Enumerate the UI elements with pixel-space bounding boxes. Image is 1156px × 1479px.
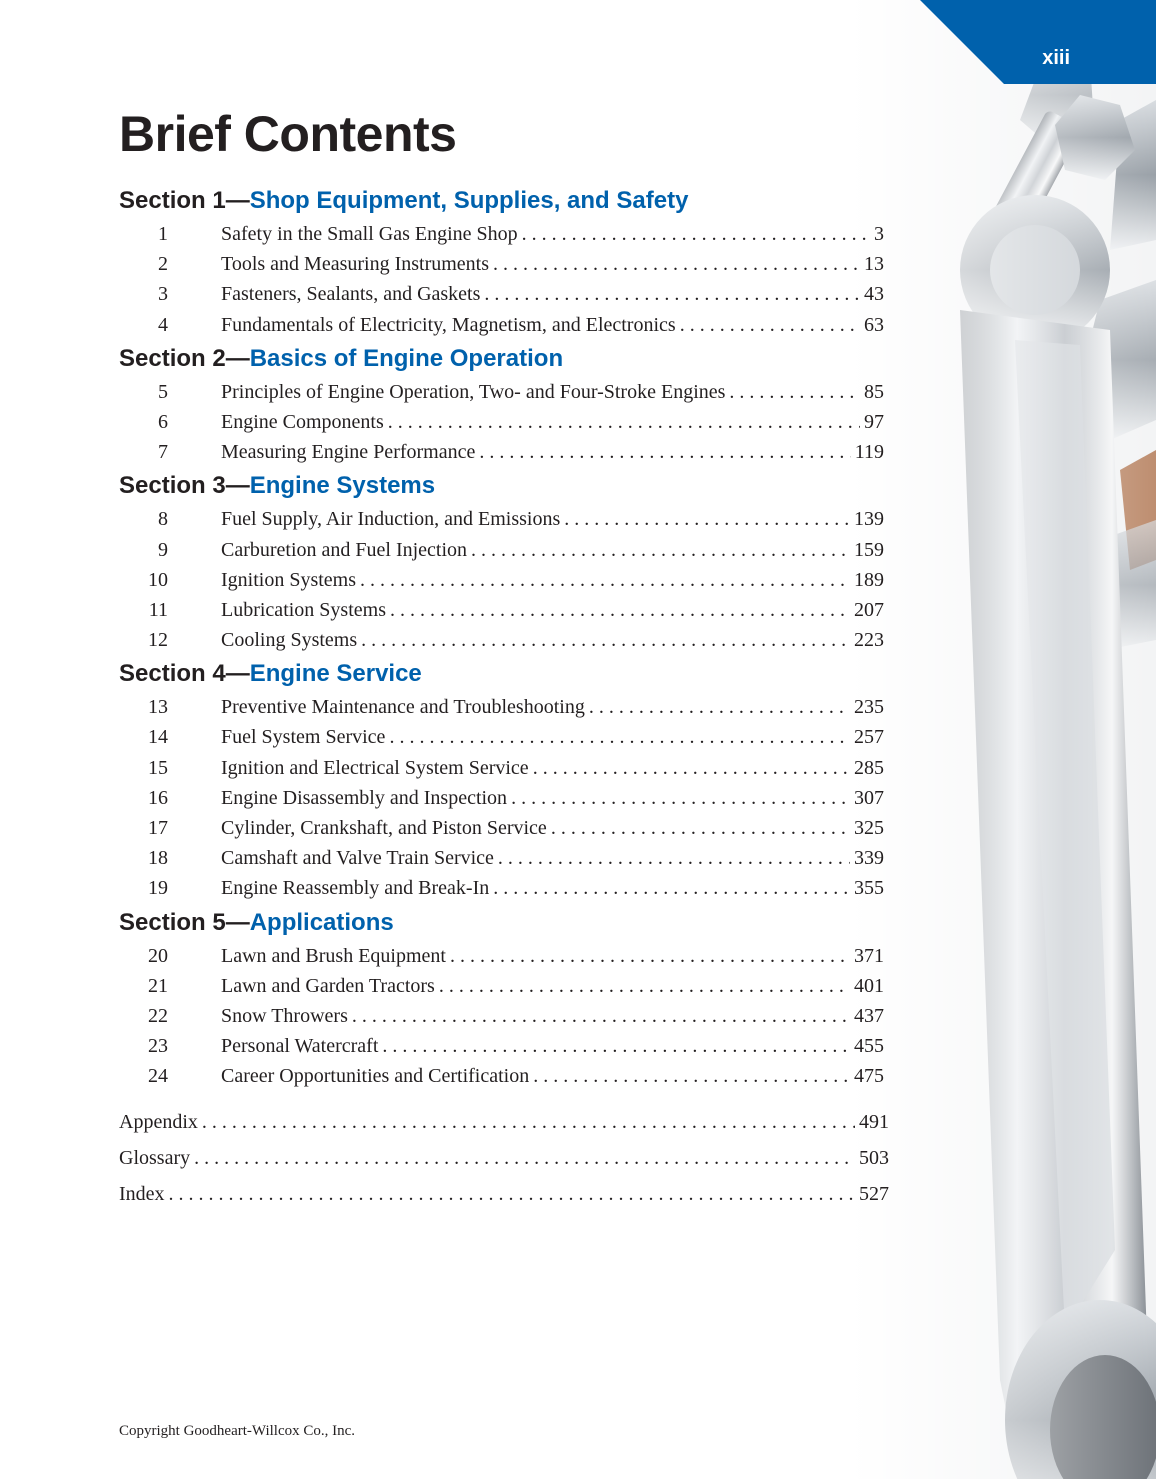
chapter-title: Cooling Systems	[221, 629, 358, 652]
chapter-entry[interactable]	[119, 437, 889, 467]
chapter-number: 12	[148, 629, 168, 652]
dot-leader	[564, 504, 850, 534]
section-heading	[119, 655, 889, 692]
copyright-notice: Copyright Goodheart-Willcox Co., Inc.	[119, 1423, 356, 1439]
section-label: Section 4—	[119, 660, 250, 688]
back-matter-entry[interactable]	[119, 1176, 889, 1212]
chapter-page: 189	[854, 568, 884, 591]
chapter-title: Cylinder, Crankshaft, and Piston Service	[221, 817, 547, 839]
chapter-entry[interactable]	[119, 971, 889, 1001]
chapter-title: Carburetion and Fuel Injection	[221, 538, 468, 561]
chapter-title: Preventive Maintenance and Troubleshooting	[221, 696, 585, 719]
chapter-number: 23	[148, 1035, 168, 1058]
dot-leader	[484, 279, 860, 309]
chapter-number: 14	[148, 726, 168, 749]
back-matter-page: 503	[859, 1147, 889, 1169]
chapter-entry[interactable]	[119, 692, 889, 722]
chapter-page: 355	[854, 877, 884, 900]
chapter-entry[interactable]	[119, 504, 889, 534]
chapter-entry[interactable]	[119, 1061, 889, 1091]
dot-leader	[533, 1061, 850, 1091]
chapter-page: 257	[854, 726, 884, 749]
section-label: Section 1—	[119, 187, 250, 214]
section-heading	[119, 340, 889, 377]
chapter-title: Engine Disassembly and Inspection	[221, 786, 508, 809]
dot-leader	[471, 535, 850, 565]
chapter-number: 1	[158, 223, 168, 245]
chapter-title: Fuel System Service	[221, 726, 386, 749]
chapter-number: 10	[148, 568, 168, 591]
chapter-page: 455	[854, 1035, 884, 1058]
dot-leader	[479, 437, 850, 467]
back-matter-title: Index	[119, 1183, 165, 1205]
chapter-page: 85	[864, 380, 884, 403]
chapter-title: Fasteners, Sealants, and Gaskets	[221, 283, 481, 306]
chapter-title: Measuring Engine Performance	[221, 441, 476, 464]
dot-leader	[352, 1001, 850, 1031]
section-name: Shop Equipment, Supplies, and Safety	[249, 187, 689, 214]
section-heading	[119, 904, 889, 941]
chapter-title: Fuel Supply, Air Induction, and Emissions	[221, 508, 561, 531]
chapter-number: 5	[158, 380, 168, 403]
chapter-title: Camshaft and Valve Train Service	[221, 847, 494, 870]
dot-leader	[493, 873, 850, 903]
chapter-entry[interactable]	[119, 722, 889, 752]
chapter-title: Snow Throwers	[221, 1004, 348, 1027]
back-matter-page: 491	[859, 1111, 889, 1133]
chapter-page: 339	[854, 847, 884, 870]
section-label: Section 2—	[119, 344, 250, 372]
chapter-page: 207	[854, 598, 884, 621]
chapter-number: 4	[158, 313, 168, 336]
dot-leader	[729, 377, 860, 407]
chapter-number: 19	[148, 877, 168, 900]
page-number: xiii	[1042, 47, 1070, 69]
chapter-number: 22	[148, 1004, 168, 1027]
section-name: Basics of Engine Operation	[249, 344, 564, 372]
chapter-number: 2	[158, 253, 168, 276]
chapter-number: 11	[148, 598, 168, 621]
chapter-title: Lawn and Brush Equipment	[221, 944, 446, 967]
chapter-page: 3	[874, 223, 884, 245]
section-name: Engine Systems	[249, 472, 436, 500]
dot-leader	[551, 813, 850, 843]
page-number-tab	[920, 0, 1156, 84]
chapter-entry[interactable]	[119, 219, 889, 249]
dot-leader	[511, 783, 850, 813]
chapter-entry[interactable]	[119, 565, 889, 595]
chapter-entry[interactable]	[119, 595, 889, 625]
chapter-entry[interactable]	[119, 843, 889, 873]
chapter-entry[interactable]	[119, 783, 889, 813]
chapter-page: 437	[854, 1004, 884, 1027]
chapter-entry[interactable]	[119, 249, 889, 279]
chapter-entry[interactable]	[119, 753, 889, 783]
dot-leader	[450, 941, 850, 971]
dot-leader	[439, 971, 850, 1001]
chapter-page: 401	[854, 974, 884, 997]
back-matter-entry[interactable]	[119, 1104, 889, 1140]
wrench-bolts-photo	[850, 0, 1156, 1479]
back-matter-title: Glossary	[119, 1147, 191, 1169]
chapter-number: 15	[148, 756, 168, 779]
chapter-number: 13	[148, 696, 168, 719]
dot-leader	[390, 595, 850, 625]
chapter-page: 13	[864, 253, 884, 276]
chapter-number: 20	[148, 944, 168, 967]
dot-leader	[498, 843, 850, 873]
dot-leader	[533, 753, 850, 783]
chapter-title: Safety in the Small Gas Engine Shop	[221, 223, 518, 245]
section-name: Applications	[249, 908, 394, 936]
section-heading	[119, 182, 889, 219]
dot-leader	[202, 1104, 855, 1140]
dot-leader	[389, 722, 850, 752]
chapter-entry[interactable]	[119, 377, 889, 407]
chapter-number: 7	[158, 441, 168, 464]
chapter-page: 63	[864, 313, 884, 336]
back-matter-entry[interactable]	[119, 1140, 889, 1176]
chapter-number: 16	[148, 786, 168, 809]
chapter-page: 325	[854, 817, 884, 839]
chapter-title: Tools and Measuring Instruments	[221, 253, 490, 276]
chapter-entry[interactable]	[119, 535, 889, 565]
chapter-entry[interactable]	[119, 407, 889, 437]
section-label: Section 3—	[119, 472, 250, 500]
chapter-page: 223	[854, 629, 884, 652]
dot-leader	[169, 1176, 855, 1212]
chapter-number: 8	[158, 508, 168, 531]
chapter-number: 17	[148, 817, 168, 839]
dot-leader	[388, 407, 860, 437]
table-of-contents	[119, 182, 889, 1092]
dot-leader	[360, 565, 850, 595]
chapter-title: Ignition Systems	[221, 568, 357, 591]
chapter-title: Ignition and Electrical System Service	[221, 756, 529, 779]
back-matter-page: 527	[859, 1183, 889, 1205]
chapter-page: 307	[854, 786, 884, 809]
chapter-page: 139	[854, 508, 884, 531]
section-label: Section 5—	[119, 908, 250, 936]
chapter-page: 371	[854, 944, 884, 967]
dot-leader	[194, 1140, 855, 1176]
chapter-page: 97	[864, 410, 884, 433]
section-name: Engine Service	[249, 660, 422, 688]
chapter-page: 119	[854, 441, 884, 464]
chapter-title: Lawn and Garden Tractors	[221, 974, 435, 997]
chapter-number: 21	[148, 974, 168, 997]
chapter-page: 159	[854, 538, 884, 561]
dot-leader	[382, 1031, 850, 1061]
chapter-entry[interactable]	[119, 1001, 889, 1031]
chapter-number: 3	[158, 283, 168, 306]
dot-leader	[493, 249, 860, 279]
back-matter-title: Appendix	[119, 1111, 198, 1133]
chapter-page: 285	[854, 756, 884, 779]
chapter-number: 18	[148, 847, 168, 870]
chapter-page: 475	[854, 1065, 884, 1088]
dot-leader	[680, 310, 860, 340]
dot-leader	[361, 625, 850, 655]
chapter-title: Engine Components	[221, 410, 384, 433]
back-matter-list	[119, 1104, 889, 1212]
chapter-entry[interactable]	[119, 941, 889, 971]
chapter-page: 235	[854, 696, 884, 719]
chapter-title: Career Opportunities and Certification	[221, 1065, 530, 1088]
dot-leader	[522, 219, 870, 249]
chapter-title: Personal Watercraft	[221, 1035, 379, 1058]
section-heading	[119, 467, 889, 504]
chapter-entry[interactable]	[119, 279, 889, 309]
chapter-entry[interactable]	[119, 625, 889, 655]
chapter-entry[interactable]	[119, 873, 889, 903]
chapter-title: Fundamentals of Electricity, Magnetism, and Electronics	[221, 313, 676, 336]
chapter-title: Engine Reassembly and Break-In	[221, 877, 490, 900]
chapter-title: Principles of Engine Operation, Two- and Four-Stroke Engines	[221, 380, 726, 403]
chapter-entry[interactable]	[119, 310, 889, 340]
chapter-number: 9	[158, 538, 168, 561]
chapter-number: 6	[158, 410, 168, 433]
chapter-entry[interactable]	[119, 813, 889, 843]
chapter-entry[interactable]	[119, 1031, 889, 1061]
chapter-title: Lubrication Systems	[221, 598, 386, 621]
chapter-number: 24	[148, 1065, 168, 1088]
dot-leader	[589, 692, 850, 722]
chapter-page: 43	[864, 283, 884, 306]
page-title: Brief Contents	[119, 106, 457, 162]
